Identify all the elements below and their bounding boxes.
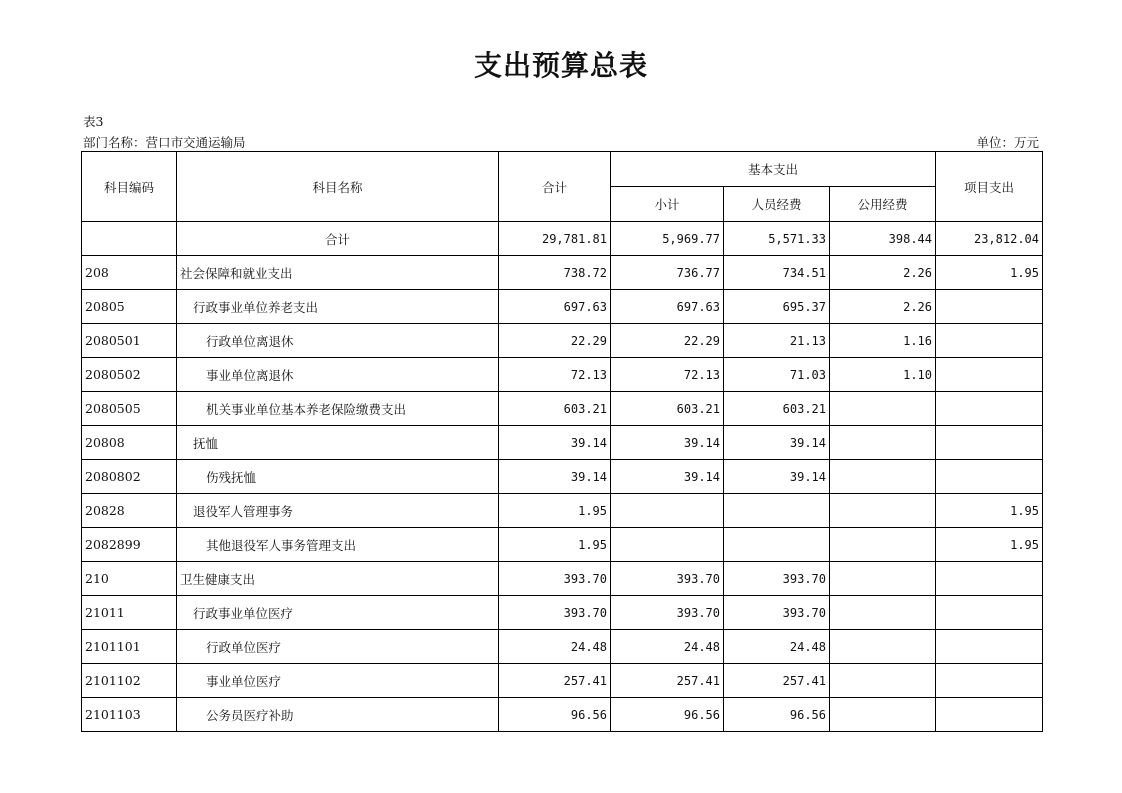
row-total: 22.29: [499, 324, 611, 358]
row-public: [830, 426, 936, 460]
row-code: 2080505: [82, 392, 177, 426]
total-personnel: 5,571.33: [724, 222, 830, 256]
unit-label: 单位：万元: [976, 135, 1039, 150]
row-project: [936, 290, 1043, 324]
table-row: [82, 698, 1043, 732]
budget-table: [81, 151, 1043, 732]
row-personnel: 39.14: [724, 426, 830, 460]
total-subtotal: 5,969.77: [611, 222, 724, 256]
row-subtotal: 697.63: [611, 290, 724, 324]
header-subtotal: 小计: [611, 187, 724, 222]
row-personnel: 96.56: [724, 698, 830, 732]
header-public: 公用经费: [830, 187, 936, 222]
row-name: 卫生健康支出: [177, 562, 499, 596]
row-project: [936, 460, 1043, 494]
row-total: 393.70: [499, 562, 611, 596]
table-row: [82, 290, 1043, 324]
row-subtotal: 393.70: [611, 562, 724, 596]
row-personnel: 257.41: [724, 664, 830, 698]
header-project: 项目支出: [936, 152, 1043, 222]
row-total: 603.21: [499, 392, 611, 426]
table-row: [82, 596, 1043, 630]
row-public: 2.26: [830, 290, 936, 324]
row-name: 抚恤: [177, 426, 499, 460]
row-public: [830, 630, 936, 664]
row-subtotal: 603.21: [611, 392, 724, 426]
row-public: 2.26: [830, 256, 936, 290]
row-name: 社会保障和就业支出: [177, 256, 499, 290]
row-public: [830, 392, 936, 426]
row-public: [830, 460, 936, 494]
total-label: 合计: [177, 222, 499, 256]
row-project: [936, 324, 1043, 358]
row-name: 其他退役军人事务管理支出: [177, 528, 499, 562]
row-code: 2080501: [82, 324, 177, 358]
row-personnel: [724, 494, 830, 528]
row-personnel: 603.21: [724, 392, 830, 426]
row-project: [936, 562, 1043, 596]
header-total: 合计: [499, 152, 611, 222]
row-name: 事业单位离退休: [177, 358, 499, 392]
table-row: [82, 392, 1043, 426]
table-row: [82, 562, 1043, 596]
total-row: [82, 222, 1043, 256]
row-public: [830, 528, 936, 562]
row-subtotal: 96.56: [611, 698, 724, 732]
row-name: 机关事业单位基本养老保险缴费支出: [177, 392, 499, 426]
table-row: [82, 426, 1043, 460]
row-code: 2080802: [82, 460, 177, 494]
total-public: 398.44: [830, 222, 936, 256]
row-total: 1.95: [499, 528, 611, 562]
table-number: 表3: [83, 114, 104, 129]
total-project: 23,812.04: [936, 222, 1043, 256]
header-basic: 基本支出: [611, 152, 936, 187]
row-personnel: 695.37: [724, 290, 830, 324]
table-row: [82, 256, 1043, 290]
row-code: 2101102: [82, 664, 177, 698]
row-total: 257.41: [499, 664, 611, 698]
table-row: [82, 528, 1043, 562]
row-subtotal: 393.70: [611, 596, 724, 630]
row-subtotal: [611, 528, 724, 562]
row-project: 1.95: [936, 528, 1043, 562]
row-subtotal: 736.77: [611, 256, 724, 290]
row-personnel: 39.14: [724, 460, 830, 494]
row-project: 1.95: [936, 256, 1043, 290]
row-name: 退役军人管理事务: [177, 494, 499, 528]
total-code-cell: [82, 222, 177, 256]
row-name: 公务员医疗补助: [177, 698, 499, 732]
row-subtotal: 39.14: [611, 426, 724, 460]
row-project: [936, 392, 1043, 426]
row-project: [936, 358, 1043, 392]
row-project: [936, 664, 1043, 698]
row-public: [830, 698, 936, 732]
row-total: 39.14: [499, 460, 611, 494]
table-row: [82, 460, 1043, 494]
row-public: 1.16: [830, 324, 936, 358]
row-personnel: 71.03: [724, 358, 830, 392]
row-total: 39.14: [499, 426, 611, 460]
row-total: 738.72: [499, 256, 611, 290]
row-total: 96.56: [499, 698, 611, 732]
row-total: 72.13: [499, 358, 611, 392]
row-name: 伤残抚恤: [177, 460, 499, 494]
row-project: [936, 630, 1043, 664]
row-project: [936, 596, 1043, 630]
row-name: 行政单位离退休: [177, 324, 499, 358]
department-label: 部门名称：营口市交通运输局: [83, 135, 246, 150]
row-personnel: 24.48: [724, 630, 830, 664]
row-public: [830, 494, 936, 528]
row-code: 2101103: [82, 698, 177, 732]
row-code: 2082899: [82, 528, 177, 562]
table-row: [82, 630, 1043, 664]
table-row: [82, 324, 1043, 358]
row-name: 事业单位医疗: [177, 664, 499, 698]
row-personnel: 21.13: [724, 324, 830, 358]
row-project: [936, 426, 1043, 460]
table-row: [82, 664, 1043, 698]
row-public: [830, 664, 936, 698]
row-public: [830, 596, 936, 630]
row-code: 21011: [82, 596, 177, 630]
row-project: 1.95: [936, 494, 1043, 528]
row-personnel: [724, 528, 830, 562]
row-subtotal: [611, 494, 724, 528]
row-public: 1.10: [830, 358, 936, 392]
header-name: 科目名称: [177, 152, 499, 222]
row-total: 393.70: [499, 596, 611, 630]
table-row: [82, 494, 1043, 528]
row-name: 行政事业单位医疗: [177, 596, 499, 630]
row-code: 208: [82, 256, 177, 290]
row-public: [830, 562, 936, 596]
row-code: 20808: [82, 426, 177, 460]
row-subtotal: 39.14: [611, 460, 724, 494]
row-total: 24.48: [499, 630, 611, 664]
header-personnel: 人员经费: [724, 187, 830, 222]
row-total: 697.63: [499, 290, 611, 324]
page-title: 支出预算总表: [473, 49, 648, 82]
row-total: 1.95: [499, 494, 611, 528]
total-total: 29,781.81: [499, 222, 611, 256]
row-code: 210: [82, 562, 177, 596]
row-subtotal: 24.48: [611, 630, 724, 664]
row-code: 20805: [82, 290, 177, 324]
row-name: 行政事业单位养老支出: [177, 290, 499, 324]
row-personnel: 393.70: [724, 562, 830, 596]
row-subtotal: 257.41: [611, 664, 724, 698]
header-code: 科目编码: [82, 152, 177, 222]
row-code: 20828: [82, 494, 177, 528]
row-code: 2101101: [82, 630, 177, 664]
row-project: [936, 698, 1043, 732]
table-row: [82, 358, 1043, 392]
row-personnel: 734.51: [724, 256, 830, 290]
row-subtotal: 72.13: [611, 358, 724, 392]
row-code: 2080502: [82, 358, 177, 392]
row-subtotal: 22.29: [611, 324, 724, 358]
row-personnel: 393.70: [724, 596, 830, 630]
row-name: 行政单位医疗: [177, 630, 499, 664]
